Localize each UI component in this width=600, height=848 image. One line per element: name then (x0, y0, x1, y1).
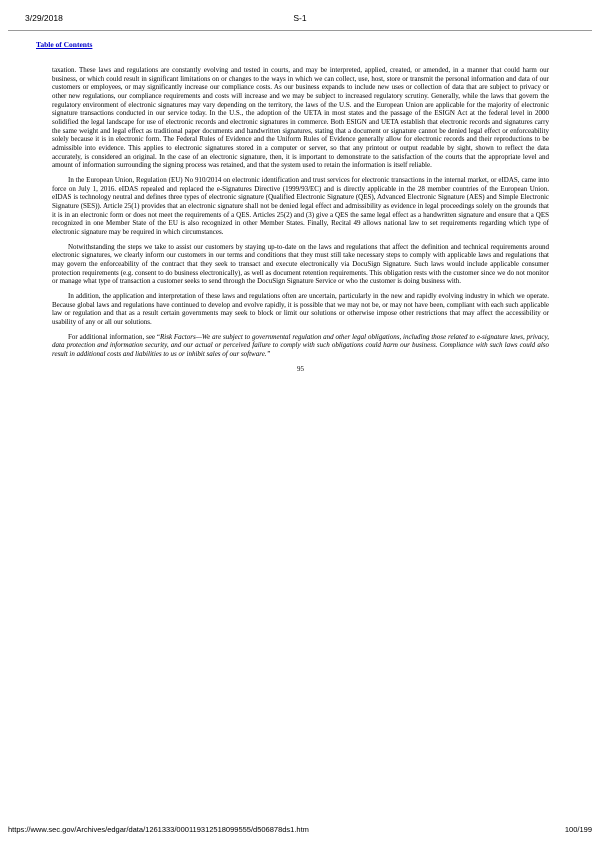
doc-type-label: S-1 (293, 13, 307, 23)
page-number: 95 (297, 364, 304, 373)
header-divider (8, 30, 592, 31)
risk-factors-reference-prefix: For additional information, see “ (68, 332, 160, 341)
paragraph-risk-factors-reference (52, 333, 549, 359)
print-header (25, 13, 575, 25)
print-date: 3/29/2018 (25, 13, 63, 23)
paragraph-eu-regulation: In the European Union, Regulation (EU) No 910/2014 on electronic identification and trust services for electronic transactions in the internal market, or eIDAS, came into force on July 1, 2016. eIDAS repealed and replaced the e-Signatures Directive (1999/93/EC) and is directly applicable in the 28 member countries of the European Union. eIDAS is technology neutral and defines three types of electronic signature (Qualified Electronic Signature (QES), Advanced Electronic Signature (AES) and Simple Electronic Signature (SES)). Article 25(1) provides that an electronic signature shall not be denied legal effect and admissibility as evidence in legal proceedings solely on the grounds that it is in an electronic form or does not meet the requirements of a QES. Articles 25(2) and (3) give a QES the same legal effect as a handwritten signature and ensure that a QES recognized in one Member State of the EU is also recognized in other Member States. Finally, Recital 49 allows national law to set requirements regarding which type of electronic signature may be required in which circumstances. (52, 176, 549, 237)
table-of-contents-link[interactable]: Table of Contents (36, 40, 93, 49)
source-url: https://www.sec.gov/Archives/edgar/data/1261333/000119312518099555/d506878ds1.htm (8, 825, 309, 834)
paragraph-notwithstanding: Notwithstanding the steps we take to assist our customers by staying up-to-date on the laws and regulations that affect the definition and technical requirements around electronic signatures, we clearly inform our customers in our terms and conditions that they must still take necessary steps to comply with applicable laws and regulations that may govern the enforceability of the contract that they seek to transact and execute electronically via DocuSign Signature. Such laws would include applicable consumer protection requirements (e.g. consent to do business electronically), as well as document retention requirements. This obligation rests with the customer since we do not monitor or manage what type of transaction a customer seeks to send through the DocuSign Signature Service or who the customer is doing business with. (52, 242, 549, 286)
document-body (52, 66, 549, 374)
paragraph-in-addition: In addition, the application and interpretation of these laws and regulations often are uncertain, particularly in the new and rapidly evolving industry in which we operate. Because global laws and regulations have continued to develop and evolve rapidly, it is possible that we may not be, or may not have been, compliant with each such applicable law or regulation and that as a result certain governments may seek to block or limit our solutions or otherwise impose other restrictions that may affect the accessibility or usability of any or all our solutions. (52, 292, 549, 327)
paragraph-taxation: taxation. These laws and regulations are constantly evolving and tested in courts, and may be interpreted, applied, created, or amended, in a manner that could harm our business, or which could result in significant limitations on or changes to the ways in which we can collect, use, host, store or transmit the personal information and data of our customers or employees, or may significantly increase our compliance costs. As our business expands to include new uses or collection of data that are subject to privacy or other new regulations, our compliance requirements and costs will increase and we may be subject to increased regulatory scrutiny. Generally, while the laws that govern the regulatory environment of electronic signatures may vary depending on the territory, the laws of the U.S. and the European Union are applicable for the majority of electronic signature transactions conducted in our service today. In the U.S., the adoption of the UETA in most states and the passage of the ESIGN Act at the federal level in 2000 solidified the legal landscape for use of electronic records and electronic signatures in commerce. Both ESIGN and UETA establish that electronic records and signatures carry the same weight and legal effect as traditional paper documents and handwritten signatures, stating that a document or signature cannot be denied legal effect or enforceability solely because it is in electronic form. The Federal Rules of Evidence and the Uniform Rules of Evidence generally allow for electronic records and their reproductions to be admissible into evidence. This applies to electronic signatures stored in a computer or server, so that any printout or output readable by sight, shown to reflect the data accurately, is considered an original. In the case of an electronic signature, then, it is important to demonstrate to the satisfaction of the courts that the appropriate level and amount of information surrounding the signing process was retained, and that the system used to retain the information is itself reliable. (52, 66, 549, 170)
print-footer (8, 825, 592, 834)
page-indicator: 100/199 (564, 825, 592, 834)
risk-factors-reference-italic: Risk Factors—We are subject to governmental regulation and other legal obligations, including those related to e-signature laws, privacy, data protection and information security, and our actual or perceived failure to comply with such obligations could harm our business. Compliance with such laws could also result in additional costs and liabilities to us or inhibit sales of our software.” (52, 332, 549, 359)
